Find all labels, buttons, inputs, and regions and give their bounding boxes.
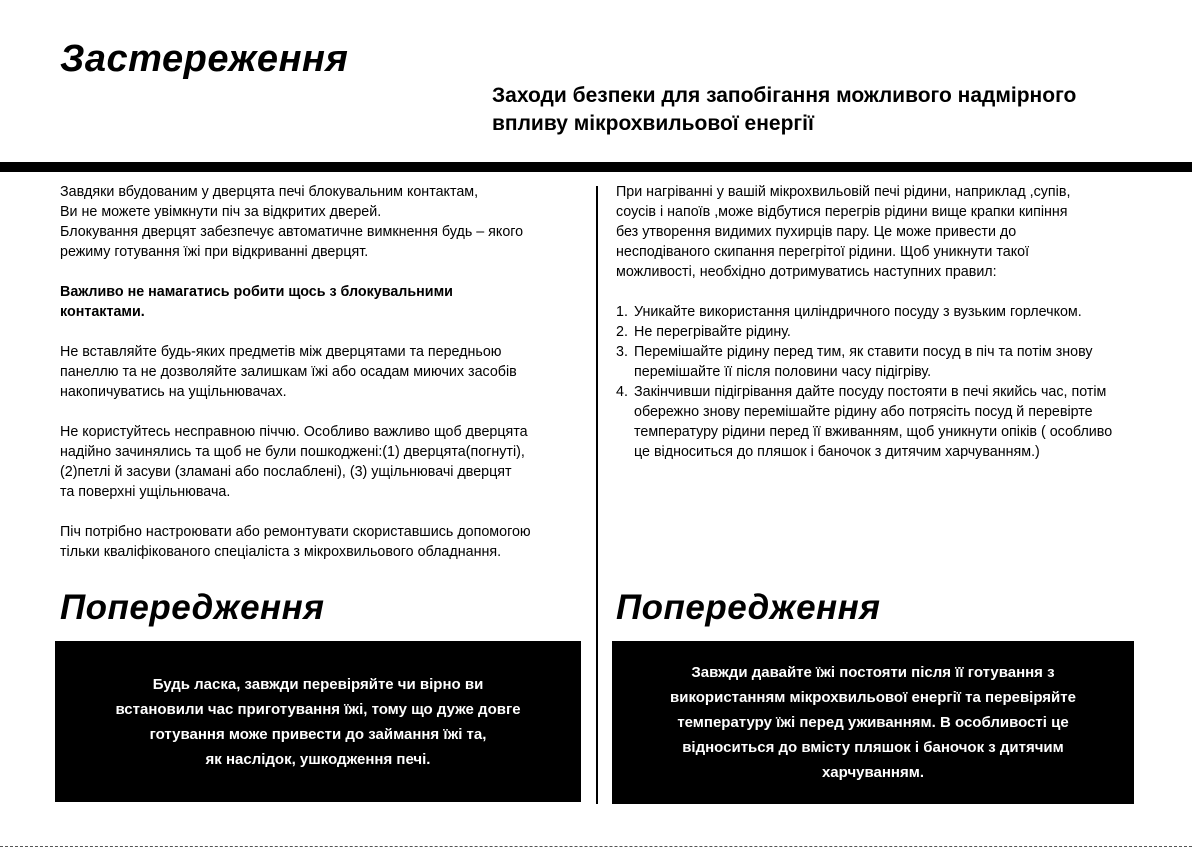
list-item: 4. Закінчивши підігрівання дайте посуду постояти в печі якийсь час, потім обережно знову перемішайте рідину або потрясіть посуд й перевірте температуру рідини перед її вживанням, щоб уникнути опіків ( особливо це відноситься до пляшок і баночок з дитячим харчуванням.) bbox=[616, 384, 1113, 460]
list-item: 1. Уникайте використання циліндричного посуду з вузьким горлечком. bbox=[616, 304, 1082, 320]
subtitle-line: Заходи безпеки для запобігання можливого надмірного bbox=[492, 84, 1077, 107]
column-divider bbox=[596, 186, 598, 804]
section-subtitle bbox=[492, 82, 1172, 138]
page-bottom-rule bbox=[0, 846, 1192, 847]
paragraph-liquid-heating: При нагріванні у вашій мікрохвильовій печі рідини, наприклад ,супів, соусів і напоїв ,може відбутися перегрів рідини вище крапки кипіння без утворення видимих пухирців пару. Це може привести до несподіваного скипання перегрітої рідини. Щоб уникнути такої можливості, необхідно дотримуватись наступних правил: bbox=[616, 184, 1071, 280]
header-rule bbox=[0, 162, 1192, 172]
warning-text-left: Будь ласка, завжди перевіряйте чи вірно ви встановили час приготування їжі, тому що дуже довге готування може привести до займання їжі та, як наслідок, ушкодження печі. bbox=[115, 675, 521, 768]
paragraph-no-objects: Не вставляйте будь-яких предметів між дверцятами та передньою панеллю та не дозволяйте залишкам їжі або осадам миючих засобів накопичуватись на ущільнювачах. bbox=[60, 344, 517, 400]
warning-box-left bbox=[55, 641, 581, 802]
paragraph-important: Важливо не намагатись робити щось з блокувальними контактами. bbox=[60, 284, 453, 320]
left-column bbox=[60, 182, 590, 562]
subtitle-line: впливу мікрохвильової енергії bbox=[492, 112, 814, 135]
paragraph-service: Піч потрібно настроювати або ремонтувати скориставшись допомогою тільки кваліфікованого спеціаліста з мікрохвильового обладнання. bbox=[60, 524, 531, 560]
warning-text-right: Завжди давайте їжі постояти після її готування з використанням мікрохвильової енергії та перевіряйте температуру їжі перед уживанням. В особливості це відноситься до вмісту пляшок і баночок з дитячим харчуванням. bbox=[670, 664, 1076, 781]
list-item: 2. Не перегрівайте рідину. bbox=[616, 324, 791, 340]
paragraph-door-interlocks: Завдяки вбудованим у дверцята печі блокувальним контактам, Ви не можете увімкнути піч за відкритих дверей. Блокування дверцят забезпечує автоматичне вимкнення будь – якого режиму готування їжі при відкриванні дверцят. bbox=[60, 184, 524, 260]
warning-box-right bbox=[612, 641, 1134, 804]
page-title: Застереження bbox=[60, 38, 349, 80]
warning-title-right: Попередження bbox=[616, 588, 881, 627]
list-item: 3. Перемішайте рідину перед тим, як ставити посуд в піч та потім знову перемішайте її після половини часу підігріву. bbox=[616, 344, 1093, 380]
warning-title-left: Попередження bbox=[60, 588, 325, 627]
paragraph-damaged-oven: Не користуйтесь несправною піччю. Особливо важливо щоб дверцята надійно зачинялись та щоб не були пошкоджені:(1) дверцята(погнуті), (2)петлі й засуви (зламані або послаблені), (3) ущільнювачі дверцят та поверхні ущільнювача. bbox=[60, 424, 528, 500]
safety-rules-list bbox=[616, 302, 1161, 462]
right-column bbox=[616, 182, 1161, 462]
